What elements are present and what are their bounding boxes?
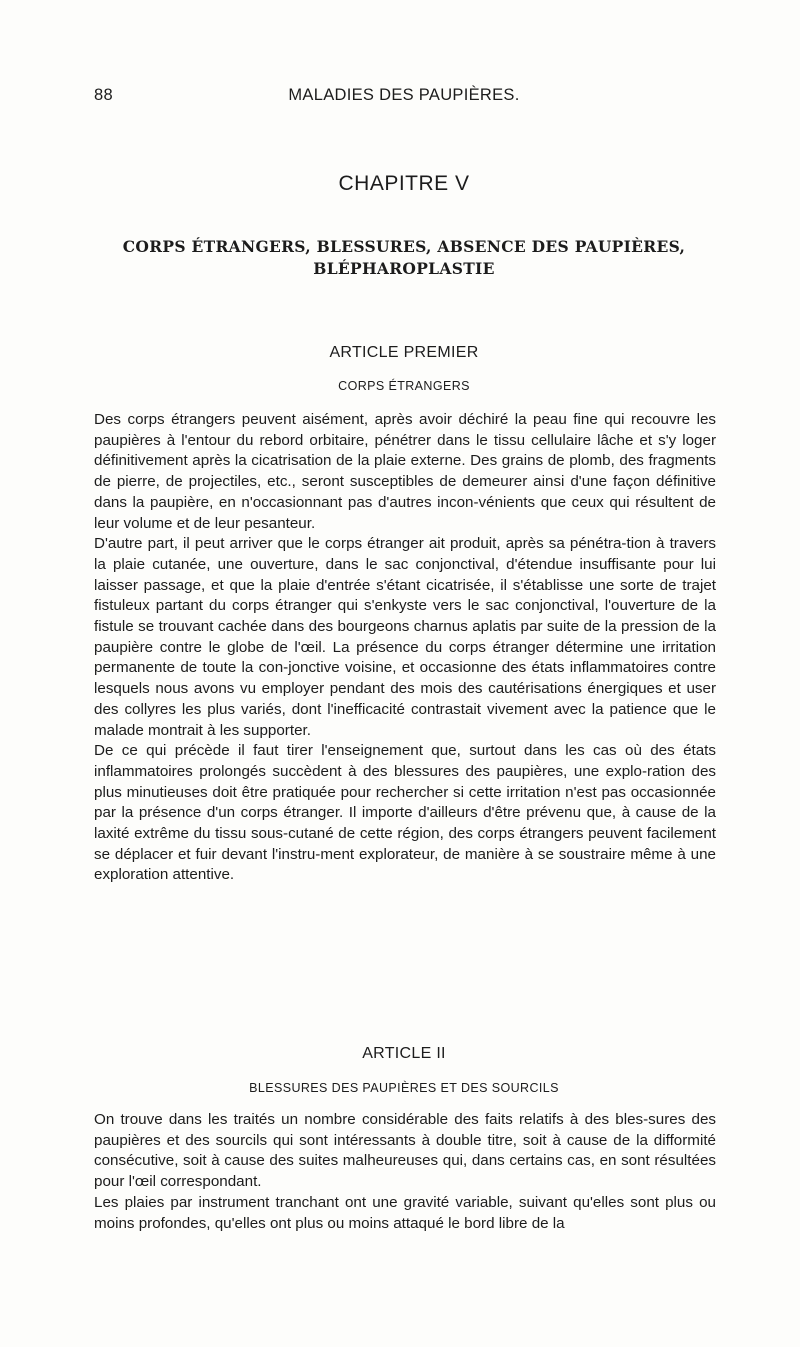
paragraph: On trouve dans les traités un nombre considérable des faits relatifs à des bles-sures des paupières et des sourcils qui sont intéressants à double titre, soit à cause de la difformité consécutive, soit à cause des suites malheureuses qui, dans certains cas, en sont résultées pour l'œil correspondant. <box>94 1111 716 1191</box>
paragraph: Les plaies par instrument tranchant ont une gravité variable, suivant qu'elles sont plus ou moins profondes, qu'elles ont plus ou moins attaqué le bord libre de la <box>94 1193 716 1232</box>
article-body <box>94 1110 716 1234</box>
chapter-title-line: BLÉPHAROPLASTIE <box>313 259 495 278</box>
running-head <box>94 86 714 108</box>
chapter-title-line: CORPS ÉTRANGERS, BLESSURES, ABSENCE DES PAUPIÈRES, <box>122 237 686 256</box>
article-subheading: BLESSURES DES PAUPIÈRES ET DES SOURCILS <box>249 1081 559 1095</box>
article-heading: ARTICLE II <box>362 1045 446 1062</box>
paragraph: De ce qui précède il faut tirer l'enseignement que, surtout dans les cas où des états inflammatoires prolongés succèdent à des blessures des paupières, une explo-ration des plus minutieuses doit être pratiquée pour rechercher si cette irritation n'est pas occasionnée par la présence d'un corps étranger. Il importe d'ailleurs d'être prévenu que, à cause de la laxité extrême du tissu sous-cutané de cette région, des corps étrangers peuvent facilement se déplacer et fuir devant l'instru-ment explorateur, de manière à se soustraire même à une exploration attentive. <box>94 742 716 884</box>
article-body <box>94 410 716 886</box>
paragraph: Des corps étrangers peuvent aisément, après avoir déchiré la peau fine qui recouvre les paupières à l'entour du rebord orbitaire, pénétrer dans le tissu cellulaire lâche et s'y loger définitivement après la cicatrisation de la plaie externe. Des grains de plomb, des fragments de pierre, de projectiles, etc., seront susceptibles de demeurer ainsi d'une façon définitive dans la paupière, en n'occasionnant pas d'autres incon-vénients que ceux qui résultent de leur volume et de leur pesanteur. <box>94 411 716 532</box>
article-subheading: CORPS ÉTRANGERS <box>338 379 470 393</box>
paragraph: D'autre part, il peut arriver que le corps étranger ait produit, après sa pénétra-tion à travers la plaie cutanée, une ouverture, dans le sac conjonctival, d'étendue insuffisante pour lui laisser passage, et que la plaie d'entrée s'étant cicatrisée, il s'établisse une sorte de trajet fistuleux partant du corps étranger qui s'enkyste vers le sac conjonctival, l'ouverture de la fistule se trouvant cachée dans des bourgeons charnus aplatis par suite de la pression de la paupière contre le globe de l'œil. La présence du corps étranger détermine une irritation permanente de toute la con-jonctive voisine, et occasionne des états inflammatoires contre lesquels nous avons vu employer pendant des mois des cautérisations énergiques et user des collyres les plus variés, dont l'inefficacité contrastait vivement avec la patience que le malade montrait à les supporter. <box>94 535 716 739</box>
running-title: MALADIES DES PAUPIÈRES. <box>288 86 520 104</box>
article-heading: ARTICLE PREMIER <box>329 344 479 361</box>
page-number: 88 <box>94 86 113 104</box>
chapter-heading: CHAPITRE V <box>338 172 470 195</box>
chapter-title <box>94 236 714 280</box>
